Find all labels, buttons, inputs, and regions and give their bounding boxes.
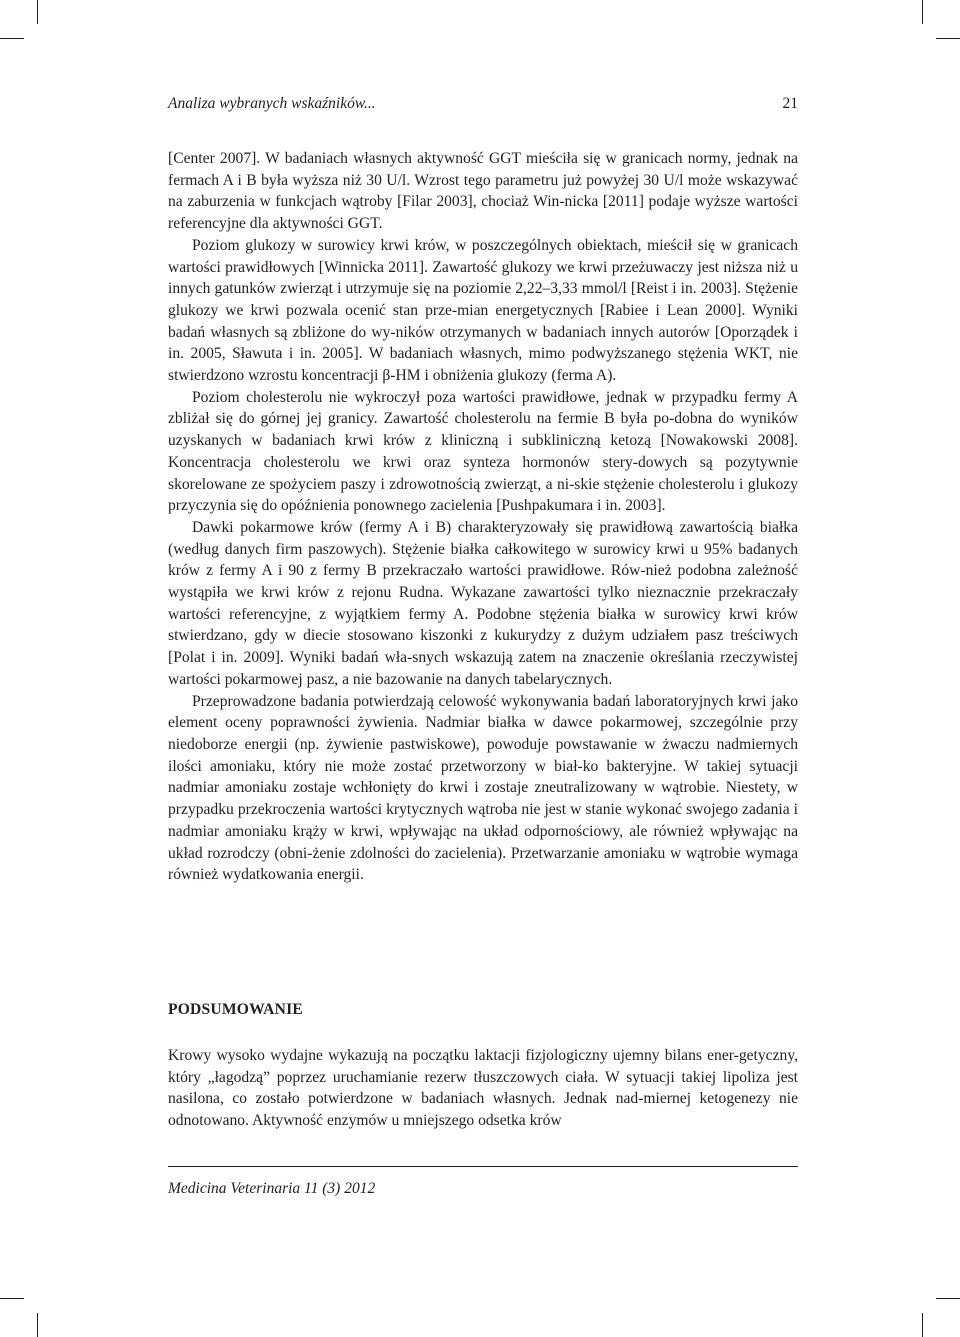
running-title: Analiza wybranych wskaźników... — [168, 95, 376, 112]
crop-mark — [0, 38, 24, 39]
page-number: 21 — [782, 95, 798, 112]
body-text — [168, 148, 798, 886]
section-heading: PODSUMOWANIE — [168, 1001, 303, 1018]
journal-footer: Medicina Veterinaria 11 (3) 2012 — [168, 1180, 376, 1197]
paragraph: [Center 2007]. W badaniach własnych aktywność GGT mieściła się w granicach normy, jednak na fermach A i B była wyższa niż 30 U/l. Wzrost tego parametru już powyżej 30 U/l może wskazywać na zaburzenia w funkcjach wątroby [Filar 2003], chociaż Win-nicka [2011] podaje wyższe wartości referencyjne dla aktywności GGT. — [168, 150, 798, 233]
crop-mark — [37, 0, 38, 24]
paragraph: Poziom cholesterolu nie wykroczył poza wartości prawidłowe, jednak w przypadku fermy A zbliżał się do górnej jej granicy. Zawartość cholesterolu na fermie B była po-dobna do wyników uzyskanych w badaniach krwi krów z kliniczną i subkliniczną ketozą [Nowakowski 2008]. Koncentracja cholesterolu we krwi oraz synteza hormonów stery-dowych są pozytywnie skorelowane ze spożyciem paszy i zdrowotnością zwierząt, a ni-skie stężenie cholesterolu i glukozy przyczynia się do opóźnienia ponownego zacielenia [Pushpakumara i in. 2003]. — [168, 388, 798, 515]
running-header — [168, 95, 798, 115]
crop-mark — [936, 1298, 960, 1299]
paragraph: Dawki pokarmowe krów (fermy A i B) charakteryzowały się prawidłową zawartością białka (według danych firm paszowych). Stężenie białka całkowitego w surowicy krwi u 95% badanych krów z fermy A i 90 z fermy B przekraczało wartości prawidłowe. Rów-nież podobna zależność wystąpiła we krwi krów z rejonu Rudna. Wykazane zawartości tylko nieznacznie przekraczały wartości referencyjne, z wyjątkiem fermy A. Podobne stężenia białka w surowicy krwi krów stwierdzano, gdy w diecie stosowano kiszonki z kukurydzy z dużym udziałem pasz treściwych [Polat i in. 2009]. Wyniki badań wła-snych wskazują zatem na znaczenie określania rzeczywistej wartości pokarmowej pasz, a nie bazowanie na danych tabelarycznych. — [168, 518, 798, 688]
crop-mark — [37, 1313, 38, 1337]
paragraph: Krowy wysoko wydajne wykazują na początku laktacji fizjologiczny ujemny bilans ener-getyczny, który „łagodzą” poprzez uruchamianie rezerw tłuszczowych ciała. W sytuacji takiej lipoliza jest nasilona, co zostało potwierdzone w badaniach własnych. Jednak nad-miernej ketogenezy nie odnotowano. Aktywność enzymów u mniejszego odsetka krów — [168, 1047, 798, 1130]
crop-mark — [922, 0, 923, 24]
crop-mark — [0, 1298, 24, 1299]
summary-text — [168, 1045, 798, 1132]
footer-rule — [168, 1166, 798, 1167]
paragraph: Poziom glukozy w surowicy krwi krów, w poszczególnych obiektach, mieścił się w granicach wartości prawidłowych [Winnicka 2011]. Zawartość glukozy we krwi przeżuwaczy jest niższa niż u innych gatunków zwierząt i utrzymuje się na poziomie 2,22–3,33 mmol/l [Reist i in. 2003]. Stężenie glukozy we krwi pozwala ocenić stan prze-mian energetycznych [Rabiee i Lean 2000]. Wyniki badań własnych są zbliżone do wy-ników otrzymanych w badaniach innych autorów [Oporządek i in. 2005, Sławuta i in. 2005]. W badaniach własnych, mimo podwyższanego stężenia WKT, nie stwierdzono wzrostu koncentracji β-HM i obniżenia glukozy (ferma A). — [168, 236, 798, 385]
crop-mark — [936, 38, 960, 39]
crop-mark — [922, 1313, 923, 1337]
paragraph: Przeprowadzone badania potwierdzają celowość wykonywania badań laboratoryjnych krwi jako element oceny poprawności żywienia. Nadmiar białka w dawce pokarmowej, szczególnie przy niedoborze energii (np. żywienie pastwiskowe), powoduje powstawanie w żwaczu nadmiernych ilości amoniaku, który nie może zostać przetworzony w biał-ko bakteryjne. W takiej sytuacji nadmiar amoniaku zostaje wchłonięty do krwi i zostaje zneutralizowany w wątrobie. Niestety, w przypadku przekroczenia wartości krytycznych wątroba nie jest w stanie wykonać swojego zadania i nadmiar amoniaku krąży w krwi, wpływając na układ odpornościowy, ale również wpływając na układ rozrodczy (obni-żenie zdolności do zacielenia). Przetwarzanie amoniaku w wątrobie wymaga również wydatkowania energii. — [168, 692, 798, 884]
